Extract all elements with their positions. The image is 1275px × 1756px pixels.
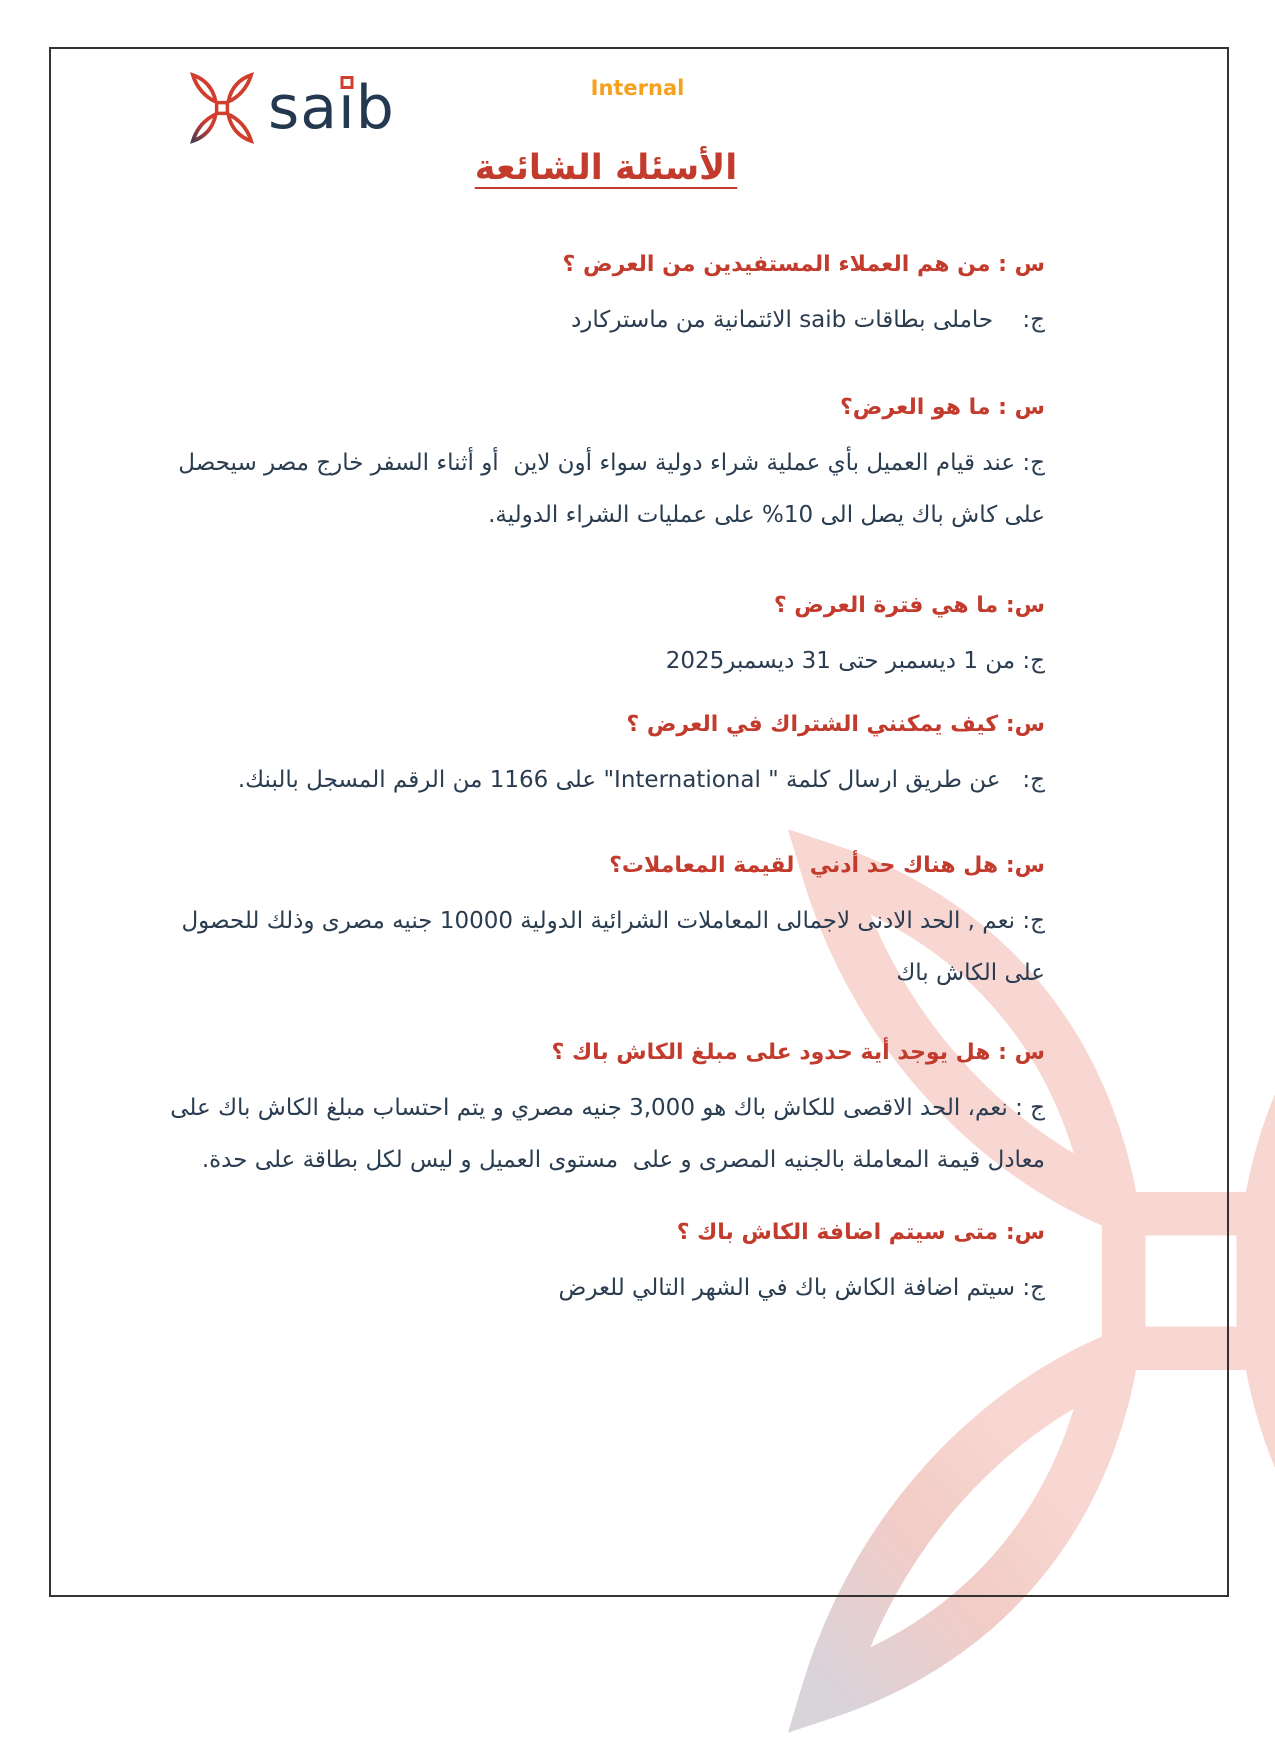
faq-answer: ج: سيتم اضافة الكاش باك في الشهر التالي للعرض <box>558 1275 1045 1301</box>
page-title: الأسئلة الشائعة <box>474 148 738 188</box>
title-row <box>0 148 1212 188</box>
internal-classification-label: Internal <box>590 76 685 100</box>
faq-answer: ج: من 1 ديسمبر حتى 31 ديسمبر2025 <box>665 648 1045 674</box>
faq-question: س : من هم العملاء المستفيدين من العرض ؟ <box>562 252 1045 277</box>
faq-item <box>165 710 1045 806</box>
faq-question: س: كيف يمكنني الشتراك في العرض ؟ <box>626 712 1045 737</box>
faq-item <box>165 250 1045 346</box>
faq-item <box>165 591 1045 687</box>
saib-wordmark: saı b <box>268 73 395 143</box>
faq-question: س : هل يوجد أية حدود على مبلغ الكاش باك ؟ <box>551 1040 1045 1065</box>
faq-question: س: متى سيتم اضافة الكاش باك ؟ <box>676 1220 1045 1245</box>
faq-answer: ج : نعم، الحد الاقصى للكاش باك هو 3,000 جنيه مصري و يتم احتساب مبلغ الكاش باك على معادل قيمة المعاملة بالجنيه المصرى و على مستوى العميل و ليس لكل بطاقة على حدة. <box>162 1095 1045 1173</box>
faq-item <box>165 851 1045 999</box>
faq-item <box>165 393 1045 541</box>
faq-answer: ج: حاملى بطاقات saib الائتمانية من ماستركارد <box>571 307 1045 333</box>
faq-question: س: هل هناك حد أدني لقيمة المعاملات؟ <box>609 853 1045 878</box>
faq-answer: ج: نعم , الحد الادنى لاجمالى المعاملات الشرائية الدولية 10000 جنيه مصرى وذلك للحصول على الكاش باك <box>174 908 1045 986</box>
faq-question: س: ما هي فترة العرض ؟ <box>773 593 1045 618</box>
faq-item <box>162 1038 1045 1186</box>
faq-question: س : ما هو العرض؟ <box>840 395 1045 420</box>
faq-item <box>165 1218 1045 1314</box>
faq-answer: ج: عند قيام العميل بأي عملية شراء دولية سواء أون لاين أو أثناء السفر خارج مصر سيحصل على كاش باك يصل الى 10% على عمليات الشراء الدولية. <box>170 450 1045 528</box>
faq-list <box>162 250 1045 1314</box>
faq-answer: ج: عن طريق ارسال كلمة " International" على 1166 من الرقم المسجل بالبنك. <box>237 767 1045 793</box>
